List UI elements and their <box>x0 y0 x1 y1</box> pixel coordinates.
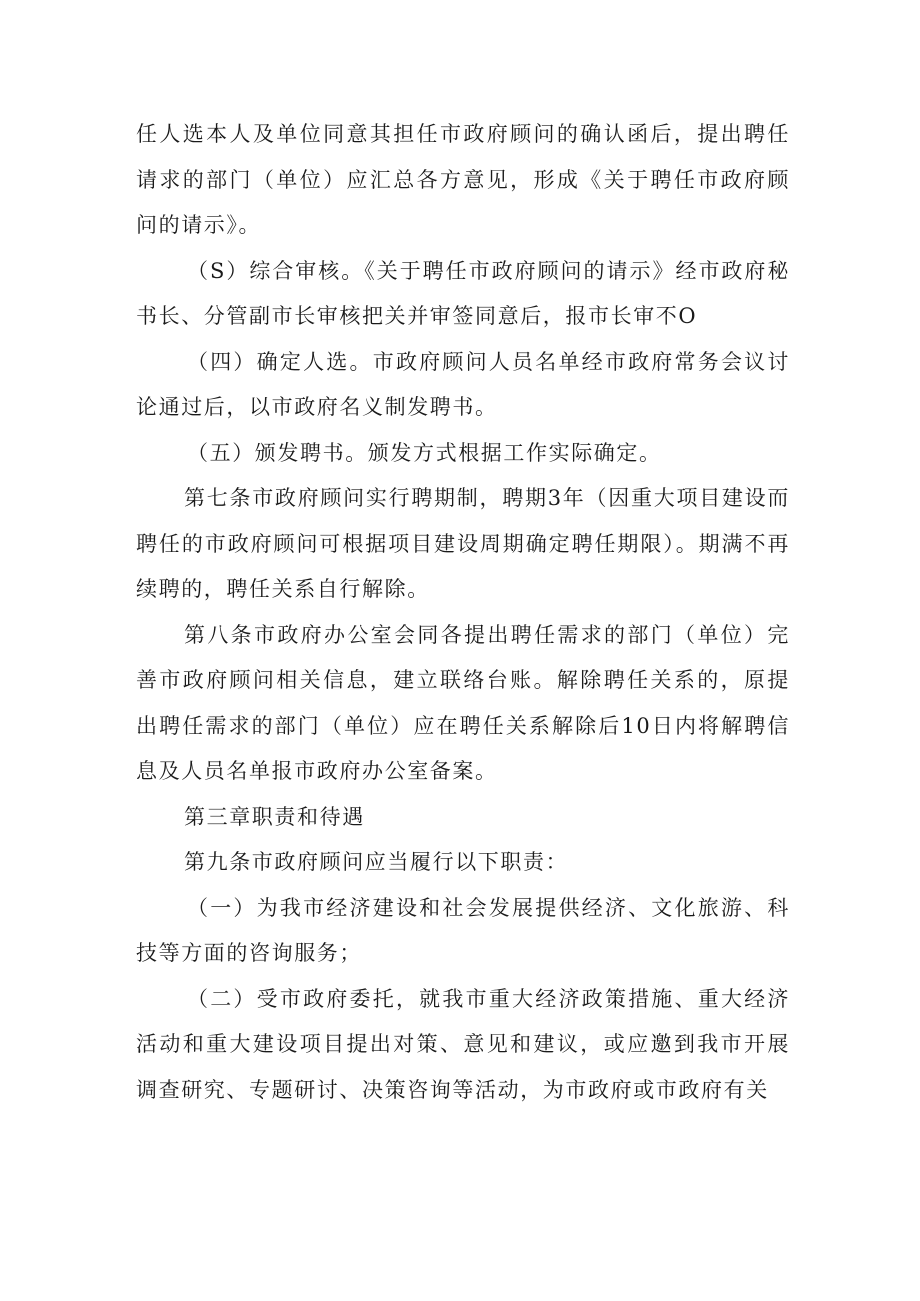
paragraph-article-7: 第七条市政府顾问实行聘期制，聘期3年（因重大项目建设而聘任的市政府顾问可根据项目建设周期确定聘任期限）。期满不再续聘的，聘任关系自行解除。 <box>136 486 790 601</box>
paragraph-confirm-candidates: （四）确定人选。市政府顾问人员名单经市政府常务会议讨论通过后，以市政府名义制发聘书。 <box>136 349 790 419</box>
paragraph-comprehensive-review: （S）综合审核。《关于聘任市政府顾问的请示》经市政府秘书长、分管副市长审核把关并审签同意后，报市长审不O <box>136 258 790 328</box>
paragraph-article-9: 第九条市政府顾问应当履行以下职责： <box>184 850 569 874</box>
chapter-heading: 第三章职责和待遇 <box>184 804 365 829</box>
paragraph-issue-certificate: （五）颁发聘书。颁发方式根据工作实际确定。 <box>187 440 662 465</box>
paragraph-duty-1: （一）为我市经济建设和社会发展提供经济、文化旅游、科技等方面的咨询服务； <box>136 895 790 965</box>
paragraph-article-8: 第八条市政府办公室会同各提出聘任需求的部门（单位）完善市政府顾问相关信息，建立联络台账。解除聘任关系的，原提出聘任需求的部门（单位）应在聘任关系解除后10日内将解聘信息及人员名单报市政府办公室备案。 <box>136 622 790 783</box>
paragraph-continuation: 任人选本人及单位同意其担任市政府顾问的确认函后，提出聘任请求的部门（单位）应汇总各方意见，形成《关于聘任市政府顾问的请示》。 <box>136 122 790 237</box>
document-page <box>136 112 790 1113</box>
paragraph-duty-2: （二）受市政府委托，就我市重大经济政策措施、重大经济活动和重大建设项目提出对策、意见和建议，或应邀到我市开展调查研究、专题研讨、决策咨询等活动，为市政府或市政府有关 <box>136 986 790 1102</box>
